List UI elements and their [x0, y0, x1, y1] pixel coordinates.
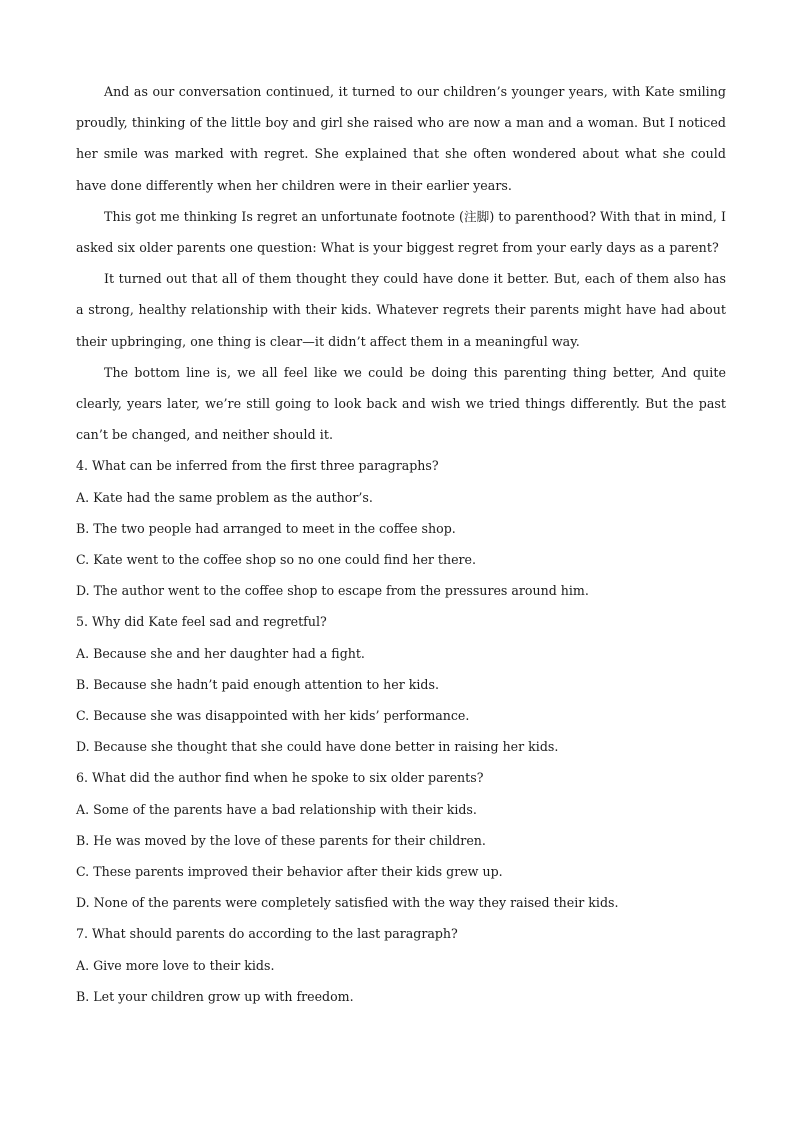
answer-option: A. Some of the parents have a bad relationship with their kids.: [76, 801, 477, 817]
answer-option: D. None of the parents were completely satisfied with the way they raised their kids.: [76, 895, 619, 911]
passage: [76, 76, 726, 450]
answer-option: C. Because she was disappointed with her kids’ performance.: [76, 708, 470, 724]
answer-option: A. Kate had the same problem as the author’s.: [76, 489, 373, 505]
answer-option: D. Because she thought that she could have done better in raising her kids.: [76, 739, 559, 755]
answer-option: D. The author went to the coffee shop to escape from the pressures around him.: [76, 583, 589, 599]
answer-option: B. Because she hadn’t paid enough attention to her kids.: [76, 676, 439, 692]
passage-paragraph: It turned out that all of them thought they could have done it better. But, each of them also has a strong, healthy relationship with their kids. Whatever regrets their parents might have had about their upbringing, one thing is clear—it didn’t affect them in a meaningful way.: [76, 271, 726, 349]
passage-paragraph: The bottom line is, we all feel like we could be doing this parenting thing better, And quite clearly, years later, we’re still going to look back and wish we tried things differently. But the past can’t be changed, and neither should it.: [76, 364, 726, 443]
question-6: [76, 762, 726, 918]
question-7: [76, 918, 726, 1012]
answer-option: C. These parents improved their behavior after their kids grew up.: [76, 864, 503, 880]
question-stem: 7. What should parents do according to the last paragraph?: [76, 926, 458, 942]
question-stem: 6. What did the author find when he spoke to six older parents?: [76, 770, 484, 786]
question-stem: 5. Why did Kate feel sad and regretful?: [76, 614, 327, 630]
answer-option: B. Let your children grow up with freedom.: [76, 988, 354, 1004]
passage-paragraph: This got me thinking Is regret an unfortunate footnote (注脚) to parenthood? With that in mind, I asked six older parents one question: What is your biggest regret from your early days as a parent?: [76, 208, 726, 256]
answer-option: C. Kate went to the coffee shop so no one could find her there.: [76, 552, 477, 568]
answer-option: A. Give more love to their kids.: [76, 957, 275, 973]
question-4: [76, 450, 726, 606]
answer-option: B. He was moved by the love of these parents for their children.: [76, 832, 486, 848]
passage-paragraph: And as our conversation continued, it turned to our children’s younger years, with Kate smiling proudly, thinking of the little boy and girl she raised who are now a man and a woman. But I noticed her smile was marked with regret. She explained that she often wondered about what she could have done differently when her children were in their earlier years.: [76, 84, 726, 193]
question-5: [76, 606, 726, 762]
answer-option: A. Because she and her daughter had a fight.: [76, 645, 365, 661]
question-stem: 4. What can be inferred from the first three paragraphs?: [76, 458, 439, 474]
document-page: [76, 76, 726, 1012]
answer-option: B. The two people had arranged to meet in the coffee shop.: [76, 520, 456, 536]
